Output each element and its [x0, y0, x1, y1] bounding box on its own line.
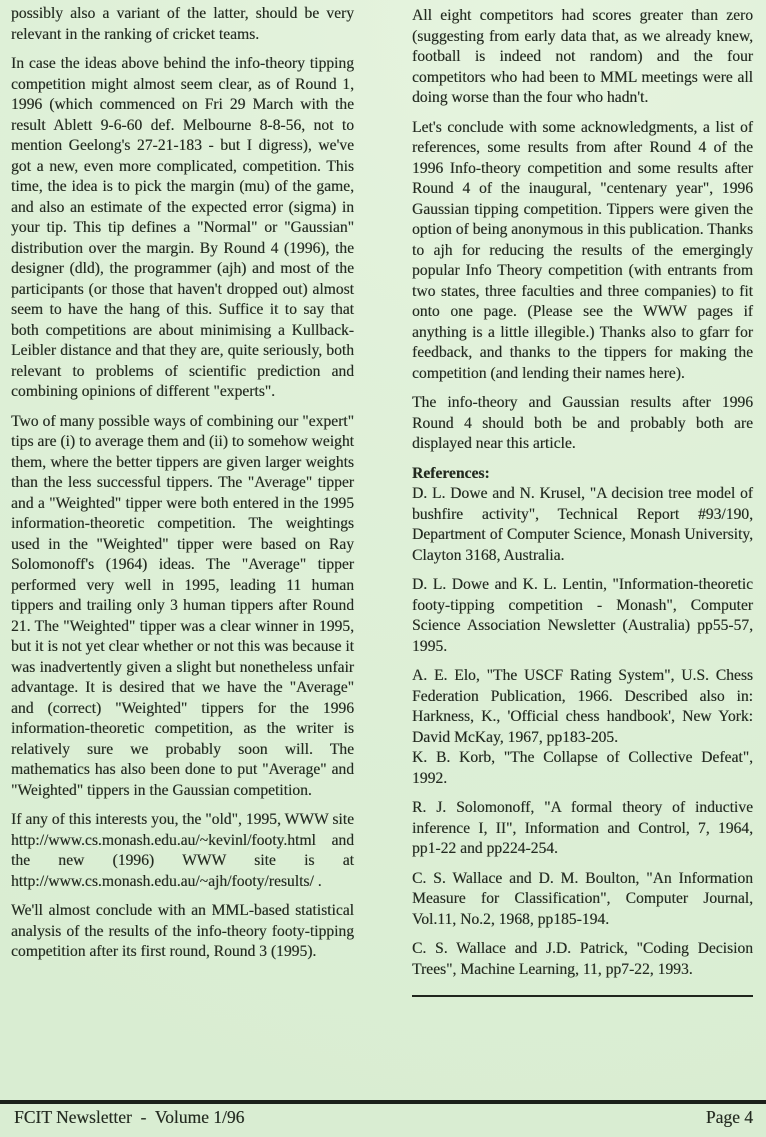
right-column-paragraphs — [412, 6, 753, 455]
left-column — [11, 4, 354, 963]
reference-5: R. J. Solomonoff, "A formal theory of inductive inference I, II", Information and Control, 7, 1964, pp1-22 and pp224-254. — [412, 799, 753, 857]
paragraph-2: Let's conclude with some acknowledgments, a list of references, some results from after Round 4 of the 1996 Info-theory competition and some results after Round 4 of the inaugural, "centenary year", 1996 Gaussian tipping competition. Tippers were given the option of being anonymous in this publication. Thanks to ajh for reducing the results of the emergingly popular Info Theory competition (with entrants from two states, three faculties and three companies) to fit onto one page. (Please see the WWW pages if anything is a little illegible.) Thanks also to gfarr for feedback, and thanks to the tippers for making the competition (and lending their names here). — [412, 118, 754, 382]
reference-4: K. B. Korb, "The Collapse of Collective Defeat", 1992. — [412, 749, 753, 787]
paragraph-1: All eight competitors had scores greater than zero (suggesting from early data that, as we already knew, football is indeed not random) and the four competitors who had been to MML meetings were all doing worse than the four who hadn't. — [412, 7, 753, 106]
references-list — [412, 484, 753, 980]
reference-6: C. S. Wallace and D. M. Boulton, "An Information Measure for Classification", Computer Journal, Vol.11, No.2, 1968, pp185-194. — [412, 869, 753, 928]
references-section — [412, 464, 753, 998]
page-number: Page 4 — [705, 1107, 753, 1127]
references-heading: References: — [412, 464, 490, 482]
reference-2: D. L. Dowe and K. L. Lentin, "Information-theoretic footy-tipping competition - Monash", Computer Science Association Newsletter (Australia) pp55-57, 1995. — [412, 576, 753, 655]
paragraph-3: The info-theory and Gaussian results after 1996 Round 4 should both be and probably both are displayed near this article. — [412, 394, 753, 452]
reference-3: A. E. Elo, "The USCF Rating System", U.S. Chess Federation Publication, 1966. Described also in: Harkness, K., 'Official chess handbook', New York: David McKay, 1967, pp183-205. — [412, 667, 753, 746]
paragraph-3: Two of many possible ways of combining our "expert" tips are (i) to average them and (ii) to somehow weight them, where the better tippers are given larger weights than the less successful tippers. The "Average" tipper and a "Weighted" tipper were both entered in the 1995 information-theoretic competition. The weightings used in the "Weighted" tipper were based on Ray Solomonoff's (1964) ideas. The "Average" tipper performed very well in 1995, leading 11 human tippers and trailing only 3 human tippers after Round 21. The "Weighted" tipper was a clear winner in 1995, but it is not yet clear whether or not this was because it was inadvertently given a slight but nonetheless unfair advantage. It is desired that we have the "Average" and (correct) "Weighted" tippers for the 1996 information-theoretic competition, as the writer is relatively sure we probably soon will. The mathematics has also been done to put "Average" and "Weighted" tippers in the Gaussian competition. — [11, 412, 354, 799]
paragraph-4: If any of this interests you, the "old", 1995, WWW site http://www.cs.monash.edu.au/~kevinl/footy.html and the new (1996) WWW site is at http://www.cs.monash.edu.au/~ajh/footy/results/ . — [11, 811, 354, 890]
footer — [14, 1107, 753, 1128]
reference-7: C. S. Wallace and J.D. Patrick, "Coding Decision Trees", Machine Learning, 11, pp7-22, 1993. — [412, 940, 753, 978]
paragraph-1: possibly also a variant of the latter, should be very relevant in the ranking of cricket teams. — [11, 5, 354, 43]
left-column-paragraphs — [11, 4, 354, 963]
paragraph-5: We'll almost conclude with an MML-based statistical analysis of the results of the info-theory footy-tipping competition after its first round, Round 3 (1995). — [11, 902, 354, 960]
references-divider — [412, 995, 753, 997]
paragraph-2: In case the ideas above behind the info-theory tipping competition might almost seem clear, as of Round 1, 1996 (which commenced on Fri 29 March with the result Ablett 9-6-60 def. Melbourne 8-8-56, not to mention Geelong's 27-21-183 - but I digress), we've got a new, even more complicated, competition. This time, the idea is to pick the margin (mu) of the game, and also an estimate of the expected error (sigma) in your tip. This tip defines a "Normal" or "Gaussian" distribution over the margin. By Round 4 (1996), the designer (dld), the programmer (ajh) and most of the participants (or those that haven't dropped out) almost seem to have the hang of this. Suffice it to say that both competitions are about minimising a Kullback-Leibler distance and that they are, quite seriously, both relevant to problems of scientific prediction and combining opinions of different "experts". — [11, 55, 354, 400]
newsletter-title: FCIT Newsletter - Volume 1/96 — [14, 1107, 245, 1127]
footer-rule — [0, 1100, 766, 1104]
right-column — [412, 6, 753, 997]
reference-1: D. L. Dowe and N. Krusel, "A decision tree model of bushfire activity", Technical Report #93/190, Department of Computer Science, Monash University, Clayton 3168, Australia. — [412, 485, 753, 564]
